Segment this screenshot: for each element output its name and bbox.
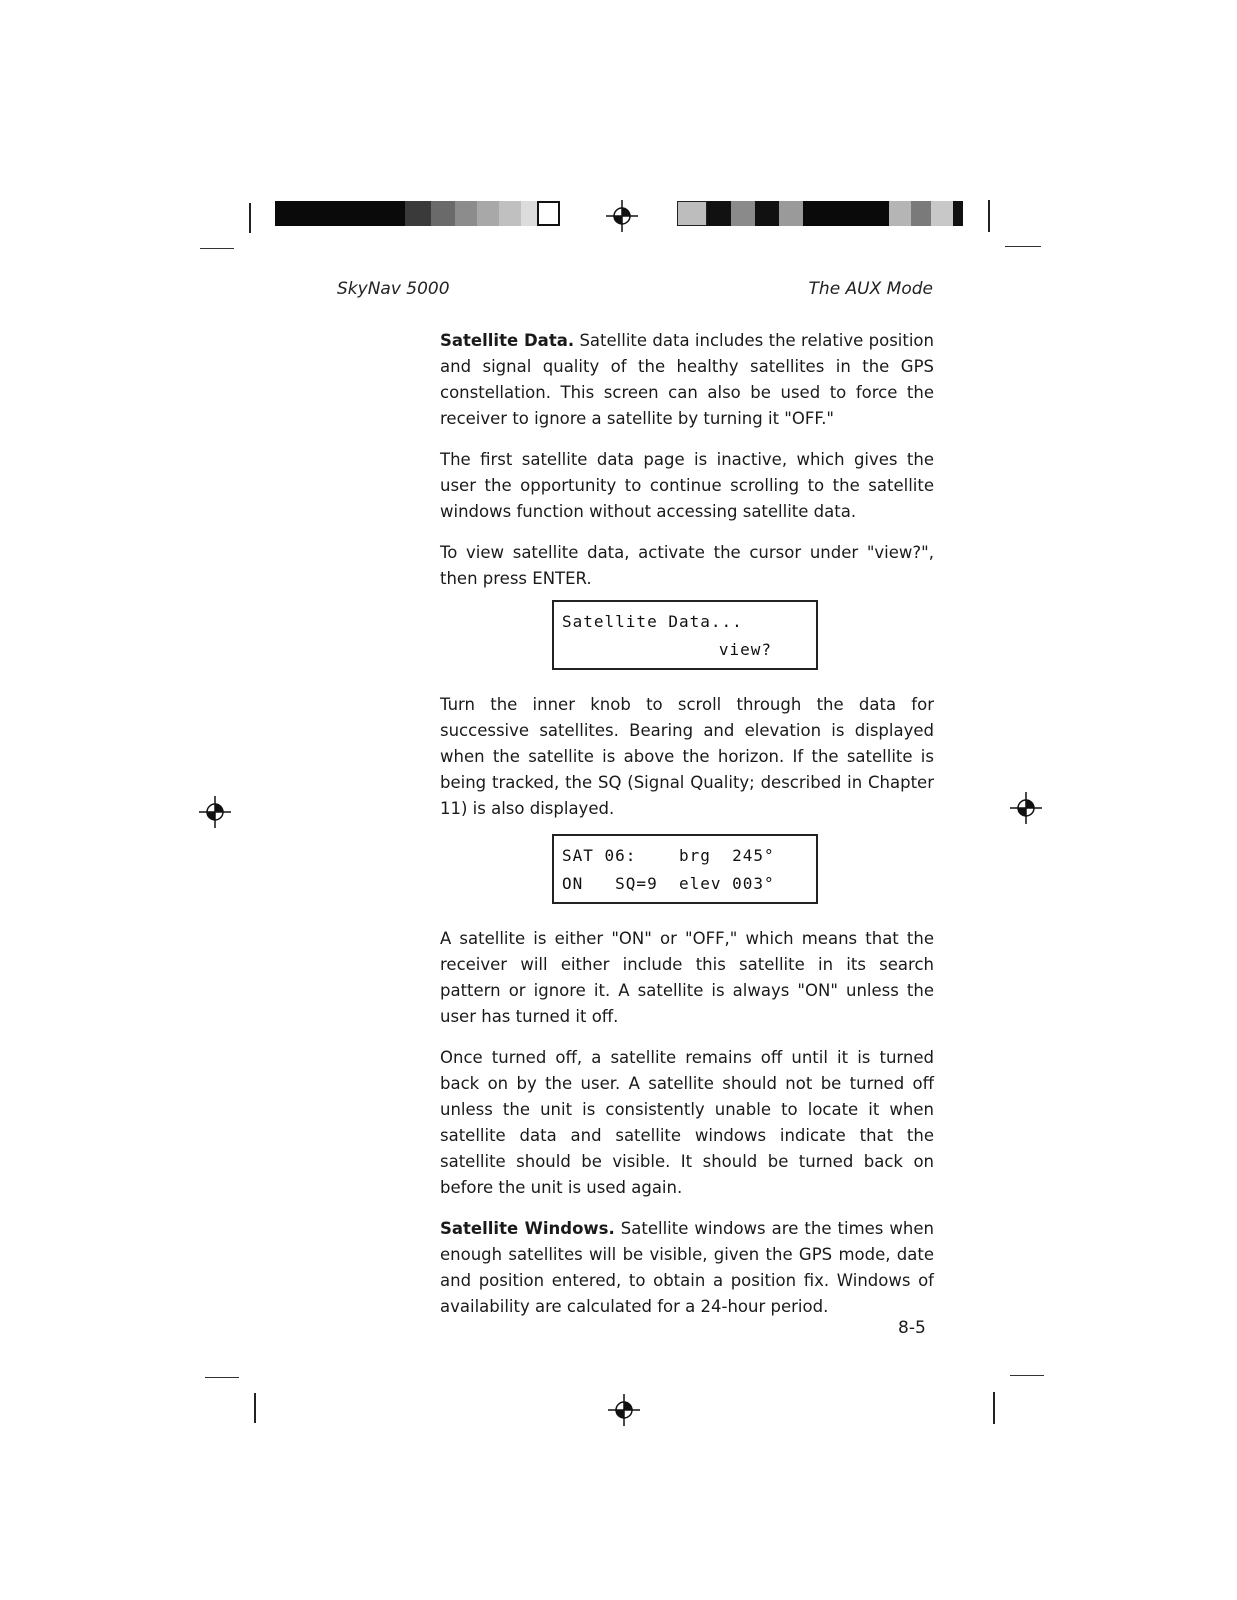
registration-mark-right-icon (1010, 792, 1042, 824)
paragraph-text: To view satellite data, activate the cursor under "view?", then press ENTER. (440, 543, 934, 588)
registration-mark-left-icon (199, 796, 231, 828)
paragraph-text: Satellite data includes the relative position and signal quality of the healthy satellites in the GPS constellation. This screen can also be used to force the receiver to ignore a satellite by turning it "OFF." (440, 331, 934, 428)
paragraph-scroll (440, 692, 934, 822)
running-header-left: SkyNav 5000 (337, 279, 450, 299)
paragraph-on-off (440, 926, 934, 1030)
lcd-line: Satellite Data... (562, 612, 743, 631)
paragraph-view-instructions (440, 540, 934, 592)
paragraph-text: A satellite is either "ON" or "OFF," which means that the receiver will either include this satellite in its search pattern or ignore it. A satellite is always "ON" unless the user has turned it off. (440, 929, 934, 1026)
paragraph-first-page (440, 447, 934, 525)
paragraph-text: Once turned off, a satellite remains off until it is turned back on by the user. A satellite should not be turned off unless the unit is consistently unable to locate it when satellite data and satellite windows indicate that the satellite should be visible. It should be turned back on before the unit is used again. (440, 1048, 934, 1197)
crop-mark-top-left-h (200, 248, 234, 249)
crop-mark-bottom-right-h (1010, 1375, 1044, 1376)
running-header-right: The AUX Mode (808, 279, 933, 299)
crop-mark-top-right-h (1005, 246, 1041, 247)
registration-mark-bottom-icon (608, 1394, 640, 1426)
paragraph-text: The first satellite data page is inactive, which gives the user the opportunity to continue scrolling to the satellite windows function without accessing satellite data. (440, 450, 934, 521)
crop-mark-bottom-left-h (205, 1377, 239, 1378)
paragraph-satellite-data (440, 328, 934, 432)
lcd-screen-satellite-status (552, 834, 818, 904)
crop-mark-top-left (249, 203, 251, 233)
registration-mark-top-icon (606, 200, 638, 232)
crop-mark-top-right (988, 200, 990, 232)
paragraph-text: Turn the inner knob to scroll through the data for successive satellites. Bearing and elevation is displayed when the satellite is above the horizon. If the satellite is being tracked, the SQ (Signal Quality; described in Chapter 11) is also displayed. (440, 695, 934, 818)
page-number: 8-5 (898, 1318, 926, 1338)
page-body (440, 328, 934, 1335)
paragraph-text: Satellite windows are the times when enough satellites will be visible, given the GPS mode, date and position entered, to obtain a position fix. Windows of availability are calculated for a 24-hour period. (440, 1219, 934, 1316)
lcd-line: ON SQ=9 elev 003° (562, 874, 775, 893)
crop-mark-bottom-left (254, 1393, 256, 1423)
paragraph-satellite-windows (440, 1216, 934, 1320)
paragraph-turned-off (440, 1045, 934, 1201)
printer-gray-bar-right (677, 201, 963, 226)
lcd-line: SAT 06: brg 245° (562, 846, 775, 865)
lcd-screen-satellite-data (552, 600, 818, 670)
heading-satellite-data: Satellite Data. (440, 331, 575, 350)
heading-satellite-windows: Satellite Windows. (440, 1219, 615, 1238)
printer-gray-bar-left (275, 201, 560, 226)
crop-mark-bottom-right (993, 1392, 995, 1424)
lcd-line: view? (718, 640, 772, 659)
